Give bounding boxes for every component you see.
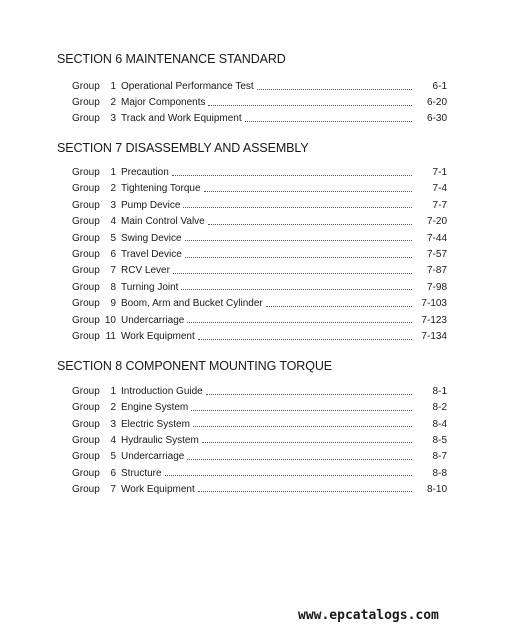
dot-leader	[185, 257, 412, 258]
dot-leader	[165, 475, 412, 476]
toc-entry[interactable]	[72, 182, 447, 196]
group-label: Group	[72, 97, 100, 108]
page-number: 7-1	[432, 167, 447, 178]
dot-leader	[202, 442, 412, 443]
group-number: 2	[110, 183, 116, 195]
entry-title: Work Equipment	[121, 331, 195, 342]
dot-leader	[198, 491, 412, 492]
group-label: Group	[72, 216, 100, 228]
entry-title: Hydraulic System	[121, 434, 199, 446]
page-number: 7-20	[426, 216, 447, 228]
group-number: 5	[110, 232, 116, 244]
toc-entry[interactable]	[72, 199, 447, 213]
group-number: 11	[105, 331, 116, 342]
dot-leader	[198, 339, 412, 340]
group-number: 7	[110, 265, 116, 277]
toc-entry[interactable]	[72, 96, 447, 110]
dot-leader	[183, 207, 412, 208]
section-title: SECTION 6 MAINTENANCE STANDARD	[57, 52, 286, 66]
toc-entry[interactable]	[72, 483, 447, 497]
group-number: 1	[110, 167, 116, 178]
page-number: 7-123	[421, 314, 447, 326]
group-number: 6	[110, 249, 116, 260]
group-label: Group	[72, 298, 100, 310]
toc-entry[interactable]	[72, 434, 447, 448]
group-number: 3	[110, 418, 116, 430]
group-label: Group	[72, 183, 100, 195]
entry-title: Undercarriage	[121, 451, 185, 463]
entry-title: Travel Device	[121, 249, 182, 260]
entry-title: Major Components	[121, 97, 206, 108]
group-label: Group	[72, 249, 100, 260]
group-number: 6	[110, 467, 116, 479]
page-number: 8-10	[426, 483, 447, 495]
section-8	[57, 357, 457, 495]
toc-entry[interactable]	[72, 297, 447, 311]
toc-entry[interactable]	[72, 467, 447, 481]
group-number: 9	[110, 298, 116, 310]
group-label: Group	[72, 265, 100, 277]
group-label: Group	[72, 113, 100, 124]
page-number: 7-87	[426, 265, 447, 277]
dot-leader	[204, 191, 412, 192]
group-number: 5	[110, 451, 116, 463]
toc-entry[interactable]	[72, 418, 447, 432]
entry-title: Work Equipment	[121, 483, 195, 495]
group-number: 2	[110, 402, 116, 414]
group-label: Group	[72, 232, 100, 244]
group-label: Group	[72, 451, 100, 463]
watermark-url[interactable]: www.epcatalogs.com	[298, 608, 439, 623]
group-label: Group	[72, 418, 100, 430]
group-label: Group	[72, 314, 100, 326]
page-number: 7-98	[426, 281, 447, 293]
toc-entry[interactable]	[72, 314, 447, 328]
group-label: Group	[72, 483, 100, 495]
section-7	[57, 139, 457, 342]
entry-title: Tightening Torque	[121, 183, 201, 195]
toc-entry[interactable]	[72, 401, 447, 415]
page-number: 7-57	[426, 249, 447, 260]
entry-title: Operational Performance Test	[121, 81, 254, 92]
toc-entry[interactable]	[72, 264, 447, 278]
group-label: Group	[72, 467, 100, 479]
dot-leader	[172, 175, 412, 176]
entry-title: Structure	[121, 467, 162, 479]
group-label: Group	[72, 199, 100, 211]
group-number: 3	[110, 199, 116, 211]
page-number: 8-8	[432, 467, 447, 479]
page-number: 7-103	[421, 298, 447, 310]
dot-leader	[206, 394, 412, 395]
page-number: 8-4	[432, 418, 447, 430]
group-number: 1	[110, 386, 116, 397]
page-number: 8-7	[432, 451, 447, 463]
dot-leader	[181, 289, 412, 290]
entry-title: Track and Work Equipment	[121, 113, 242, 124]
entry-title: Engine System	[121, 402, 189, 414]
group-number: 4	[110, 434, 116, 446]
group-label: Group	[72, 386, 100, 397]
entry-title: Turning Joint	[121, 281, 179, 293]
group-label: Group	[72, 331, 100, 342]
dot-leader	[191, 410, 412, 411]
page-number: 7-134	[421, 331, 447, 342]
entry-title: Electric System	[121, 418, 190, 430]
entry-title: Swing Device	[121, 232, 182, 244]
dot-leader	[173, 273, 412, 274]
dot-leader	[245, 121, 412, 122]
group-number: 8	[110, 281, 116, 293]
entry-title: Introduction Guide	[121, 386, 203, 397]
group-number: 1	[110, 81, 116, 92]
group-label: Group	[72, 402, 100, 414]
group-label: Group	[72, 281, 100, 293]
entry-title: Main Control Valve	[121, 216, 205, 228]
toc-entry[interactable]	[72, 232, 447, 246]
entry-title: Boom, Arm and Bucket Cylinder	[121, 298, 263, 310]
toc-entry[interactable]	[72, 330, 447, 344]
page-number: 6-1	[432, 81, 447, 92]
dot-leader	[208, 105, 412, 106]
page-number: 6-30	[426, 113, 447, 124]
section-6	[57, 50, 457, 124]
toc-entry[interactable]	[72, 215, 447, 229]
dot-leader	[266, 306, 412, 307]
dot-leader	[187, 322, 412, 323]
entry-title: Precaution	[121, 167, 169, 178]
page-number: 7-44	[426, 232, 447, 244]
dot-leader	[208, 224, 412, 225]
group-number: 7	[110, 483, 116, 495]
group-number: 3	[110, 113, 116, 124]
section-title: SECTION 7 DISASSEMBLY AND ASSEMBLY	[57, 141, 309, 155]
dot-leader	[193, 426, 412, 427]
group-label: Group	[72, 167, 100, 178]
entry-title: Pump Device	[121, 199, 181, 211]
group-number: 2	[110, 97, 116, 108]
entry-title: RCV Lever	[121, 265, 170, 277]
section-title: SECTION 8 COMPONENT MOUNTING TORQUE	[57, 359, 332, 373]
group-label: Group	[72, 81, 100, 92]
page-number: 8-5	[432, 434, 447, 446]
page-number: 7-4	[432, 183, 447, 195]
toc-entry[interactable]	[72, 166, 447, 180]
entry-title: Undercarriage	[121, 314, 185, 326]
toc-entry[interactable]	[72, 112, 447, 126]
toc-entry[interactable]	[72, 450, 447, 464]
group-number: 4	[110, 216, 116, 228]
dot-leader	[257, 89, 412, 90]
toc-entry[interactable]	[72, 248, 447, 262]
page-number: 6-20	[426, 97, 447, 108]
dot-leader	[187, 459, 412, 460]
toc-entry[interactable]	[72, 281, 447, 295]
page-number: 8-2	[432, 402, 447, 414]
page-number: 8-1	[432, 386, 447, 397]
dot-leader	[185, 240, 412, 241]
page-number: 7-7	[432, 199, 447, 211]
toc-entry[interactable]	[72, 385, 447, 399]
group-label: Group	[72, 434, 100, 446]
toc-entry[interactable]	[72, 80, 447, 94]
group-number: 10	[104, 314, 116, 326]
